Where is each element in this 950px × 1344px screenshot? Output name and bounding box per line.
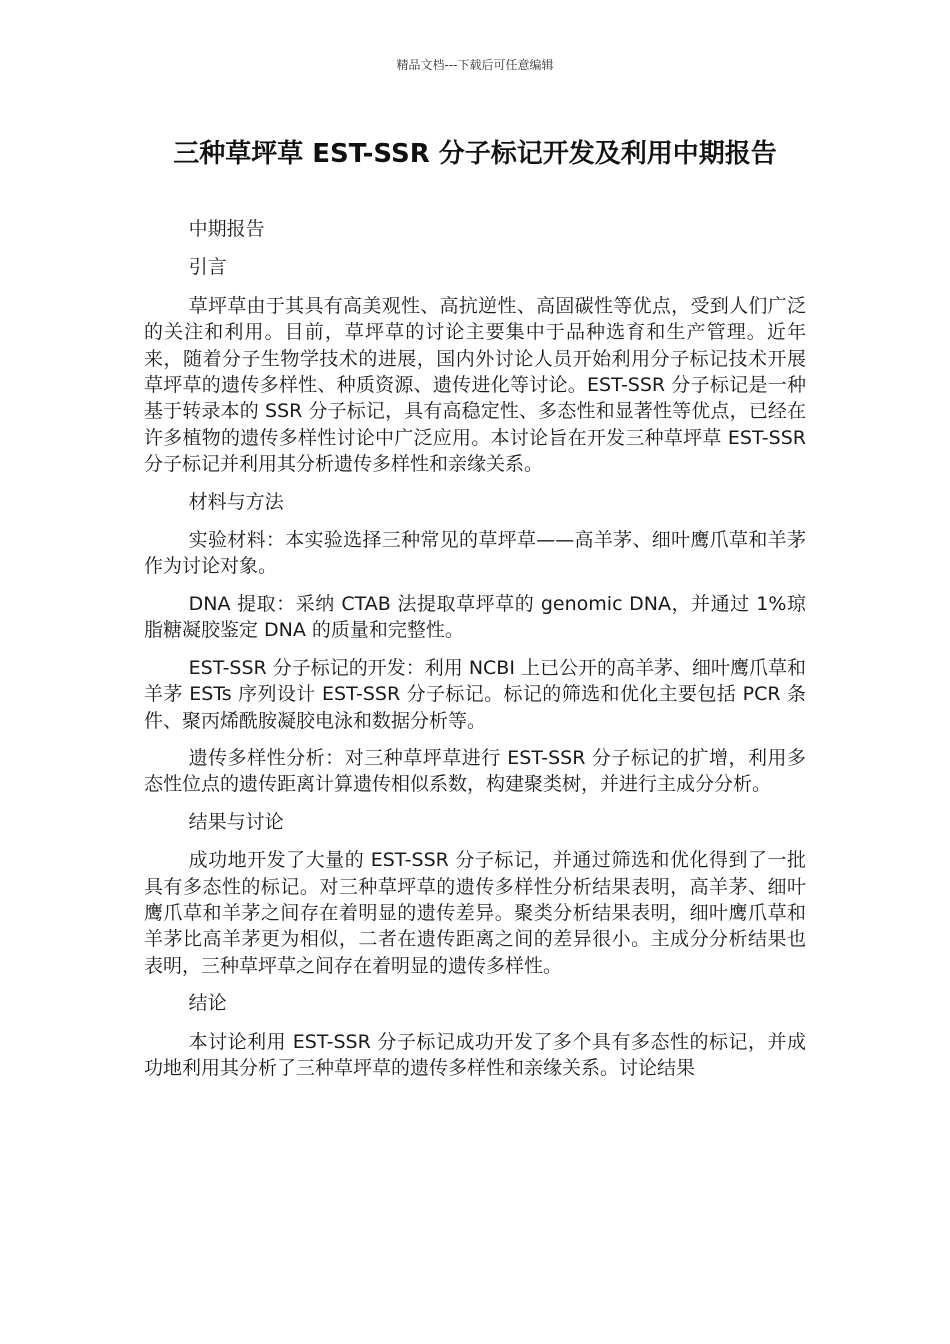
paragraph-results: 成功地开发了大量的 EST-SSR 分子标记，并通过筛选和优化得到了一批具有多态性的标记。对三种草坪草的遗传多样性分析结果表明，高羊茅、细叶鹰爪草和羊茅之间存在着明显的遗传差异。聚类分析结果表明，细叶鹰爪草和羊茅比高羊茅更为相似，二者在遗传距离之间的差异很小。主成分分析结果也表明，三种草坪草之间存在着明显的遗传多样性。 [144, 849, 806, 977]
document-body [144, 216, 806, 1092]
paragraph-diversity-analysis: 遗传多样性分析：对三种草坪草进行 EST-SSR 分子标记的扩增，利用多态性位点的遗传距离计算遗传相似系数，构建聚类树，并进行主成分分析。 [144, 746, 806, 796]
section-heading-results: 结果与讨论 [188, 810, 284, 833]
section-heading-conclusion: 结论 [188, 992, 227, 1015]
paragraph-marker-development: EST-SSR 分子标记的开发：利用 NCBI 上已公开的高羊茅、细叶鹰爪草和羊茅 ESTs 序列设计 EST-SSR 分子标记。标记的筛选和优化主要包括 PCR 条件、聚丙烯酰胺凝胶电泳和数据分析等。 [144, 656, 806, 732]
section-heading-methods: 材料与方法 [188, 490, 284, 513]
section-heading-interim-report: 中期报告 [188, 218, 265, 240]
header-note: 精品文档---下载后可任意编辑 [396, 58, 554, 72]
paragraph-conclusion: 本讨论利用 EST-SSR 分子标记成功开发了多个具有多态性的标记，并成功地利用其分析了三种草坪草的遗传多样性和亲缘关系。讨论结果 [144, 1030, 806, 1079]
paragraph-dna-extraction: DNA 提取：采纳 CTAB 法提取草坪草的 genomic DNA，并通过 1%琼脂糖凝胶鉴定 DNA 的质量和完整性。 [144, 592, 806, 642]
paragraph-introduction: 草坪草由于其具有高美观性、高抗逆性、高固碳性等优点，受到人们广泛的关注和利用。目前，草坪草的讨论主要集中于品种选育和生产管理。近年来，随着分子生物学技术的进展，国内外讨论人员开始利用分子标记技术开展草坪草的遗传多样性、种质资源、遗传进化等讨论。EST-SSR 分子标记是一种基于转录本的 SSR 分子标记，具有高稳定性、多态性和显著性等优点，已经在许多植物的遗传多样性讨论中广泛应用。本讨论旨在开发三种草坪草 EST-SSR 分子标记并利用其分析遗传多样性和亲缘关系。 [144, 294, 806, 476]
section-heading-introduction: 引言 [188, 256, 227, 279]
paragraph-materials: 实验材料：本实验选择三种常见的草坪草——高羊茅、细叶鹰爪草和羊茅作为讨论对象。 [144, 529, 806, 578]
document-title: 三种草坪草 EST-SSR 分子标记开发及利用中期报告 [173, 139, 777, 169]
